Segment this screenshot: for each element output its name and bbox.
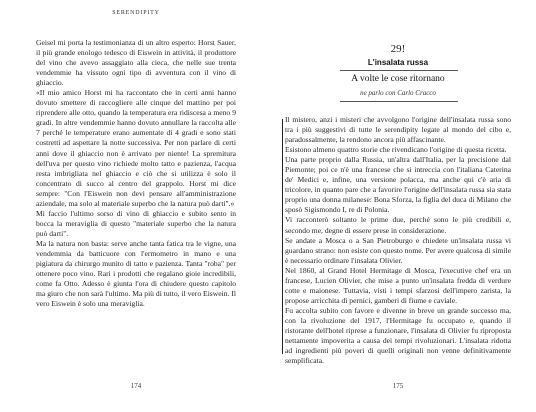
byline: ne parlo con Carlo Cracco bbox=[360, 89, 436, 97]
paragraph: Vi racconterò soltanto le prime due, perché sono le più credibili e, secondo me, degne di essere prese in considerazione. bbox=[285, 215, 511, 235]
title-rule-top bbox=[340, 70, 458, 71]
paragraph: Ma la natura non basta: serve anche tanta fatica tra le vigne, una vendemmia da batticuore con l'ermometro in mano e una pigiatura da chirurgo munito di tatto e pazienza. Tanta "roba" per ottenere poco vino. Rari i prodotti che regalano gioie incredibili, come fa Otto. Adesso è giunta l'ora di chiudere questo capitolo ma giuro che non sarà l'ultimo. Ma più di tutto, il vero Eiswein. Il vero Eiswein è solo una meraviglia. bbox=[36, 238, 236, 309]
paragraph: Il mistero, anzi i misteri che avvolgono l'origine dell'insalata russa sono tra i più suggestivi di tutte le serendipity legate al mondo del cibo e, paradossalmente, la rendono ancora più affascinante. bbox=[285, 115, 511, 145]
right-page bbox=[268, 0, 536, 412]
title-rule-bottom bbox=[340, 101, 458, 102]
right-body-text bbox=[285, 115, 511, 366]
page-number-right: 175 bbox=[392, 382, 404, 390]
page-number-left: 174 bbox=[130, 382, 142, 390]
margin-bar bbox=[282, 119, 283, 354]
paragraph: Geisel mi porta la testimonianza di un altro esperto: Horst Sauer, il più grande enologo tedesco di Eiswein in attività, il produttore del vino che avevo assaggiato alla cieca, che nelle sue trenta vendemmie ha vissuto ogni tipo di avventura con il vino di ghiaccio. bbox=[36, 38, 236, 88]
paragraph: Mi faccio l'ultimo sorso di vino di ghiaccio e subito sento in bocca la meraviglia di questo "materiale superbo che la natura può darti". bbox=[36, 208, 236, 238]
left-body-text bbox=[36, 38, 236, 309]
chapter-number: 29! bbox=[390, 43, 406, 55]
section-title: A volte le cose ritornano bbox=[351, 74, 445, 84]
paragraph: Se andate a Mosca o a San Pietroburgo e chiedete un'insalata russa vi guardano strano: non esiste con questo nome. Per avere qualcosa di simile è necessario ordinare l'insalata Olivier. bbox=[285, 235, 511, 265]
paragraph: Nel 1860, al Grand Hotel Hermitage di Mosca, l'executive chef era un francese, Lucien Olivier, che mise a punto un'insalata fredda di verdure cotte e maionese. Tuttavia, visti i tempi sfarzosi dell'impero zarista, la propose arricchita di pernici, gamberi di fiume e caviale. bbox=[285, 265, 511, 305]
paragraph: Esistono almeno quattro storie che rivendicano l'origine di questa ricetta. bbox=[285, 145, 507, 155]
paragraph: Fu accolta subito con favore e divenne in breve un grande successo ma, con la rivoluzione del 1917, l'Hermitage fu occupato e, quando il ristorante dell'hotel riprese a funzionare, l'insalata di Olivier fu riproposta nettamente impoverita a causa dei tempi rivoluzionari. L'insalata ridotta ad ingredienti più poveri di quelli originali non venne definitivamente semplificata. bbox=[285, 305, 511, 366]
paragraph: «Il mio amico Horst mi ha raccontato che in certi anni hanno dovuto smettere di raccogliere alle cinque del mattino per poi riprendere alle otto, quando la temperatura era ridiscesa a meno 9 gradi. In altre vendemmie hanno dovuto annullare la raccolta alle 7 perché le temperature erano aumentate di 4 gradi e sono stati costretti ad aspettare la notte successiva. Per non parlare di certi anni dove il ghiaccio non è arrivato per niente! La spremitura dell'uva per questo vino richiede molto tatto e pazienza, l'acqua resta imbrigliata nel ghiaccio e ciò che si utilizza è solo il concentrato di succo al centro del grappolo. Horst mi dice sempre: "Con l'Eiswein non devi pensare all'amministrazione aziendale, ma solo al materiale superbo che la natura può darti".» bbox=[36, 88, 236, 208]
chapter-title: L'insalata russa bbox=[367, 58, 429, 67]
paragraph: Una parte proprio dalla Russia, un'altra dall'Italia, per la precisione dal Piemonte; poi ce n'è una francese che si intreccia con l'italiana Caterina de' Medici e, infine, una versione polacca, ma anche qui c'è aria di tricolore, in quanto pare che a favorire l'origine dell'insalata russa sia stata proprio una donna milanese: Bona Sforza, la figlia del duca di Milano che sposò Sigismondo I, re di Polonia. bbox=[285, 155, 511, 215]
running-head: SERENDIPITY bbox=[112, 10, 160, 16]
